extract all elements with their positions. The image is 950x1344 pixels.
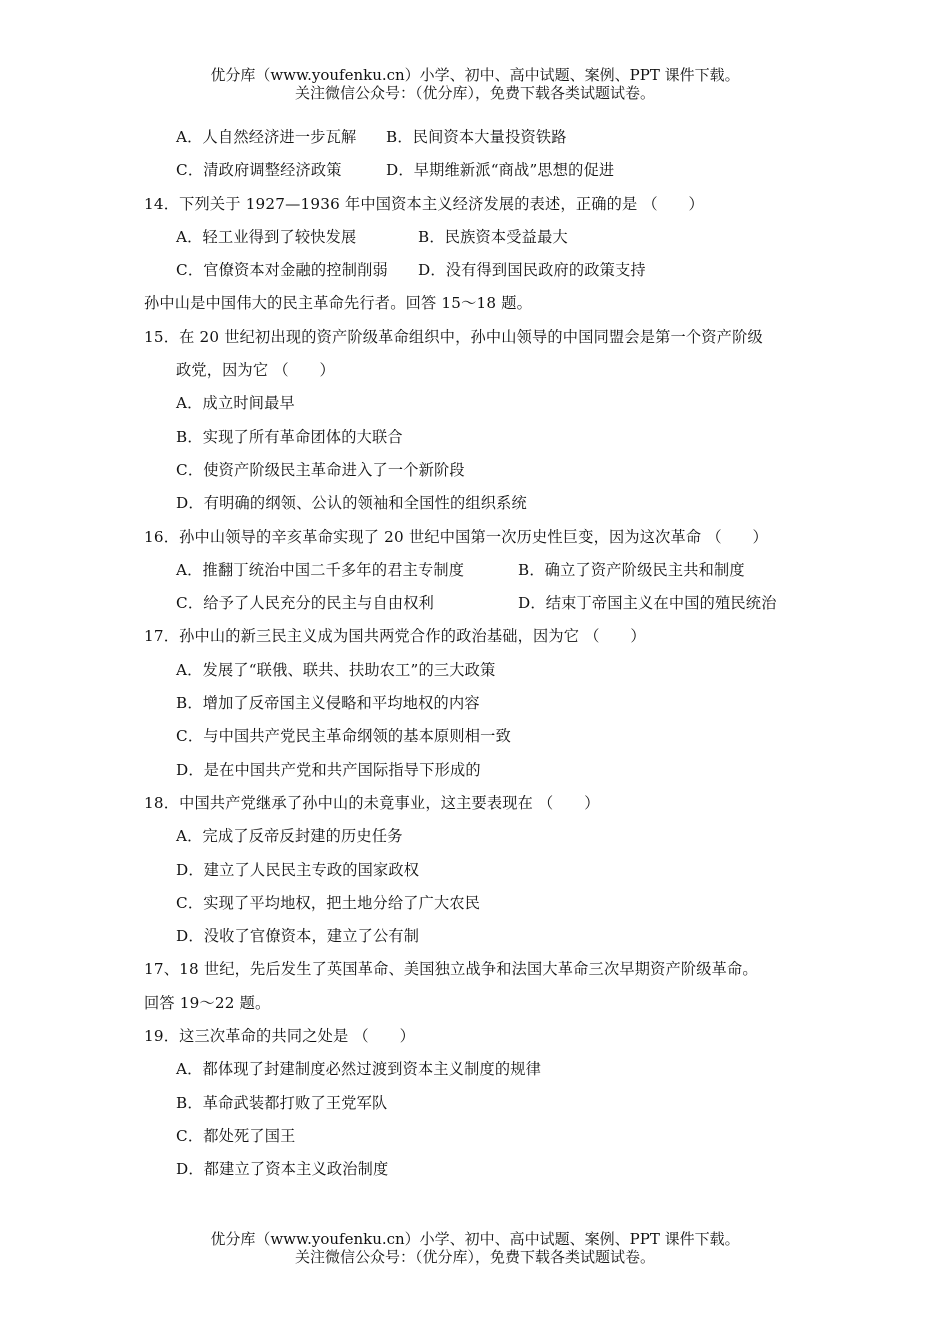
q17-option-d: D．是在中国共产党和共产国际指导下形成的	[176, 760, 481, 779]
q15-option-d: D．有明确的纲领、公认的领袖和全国性的组织系统	[176, 494, 527, 513]
q18-option-d: D．没收了官僚资本，建立了公有制	[176, 927, 420, 946]
q16-options-cd	[0, 590, 950, 623]
q14-option-b: B．民族资本受益最大	[418, 227, 568, 246]
q16-option-b: B．确立了资产阶级民主共和制度	[518, 560, 745, 579]
exam-content	[0, 124, 950, 1190]
q14-option-a: A．轻工业得到了较快发展	[176, 227, 357, 246]
section-intro-19-22-line-2: 回答 19～22 题。	[144, 993, 271, 1012]
q19-stem: 19．这三次革命的共同之处是 （ ）	[144, 1027, 415, 1046]
q15-option-c: C．使资产阶级民主革命进入了一个新阶段	[176, 460, 465, 479]
q18-option-c: C．实现了平均地权，把土地分给了广大农民	[176, 893, 481, 912]
q14-stem: 14．下列关于 1927—1936 年中国资本主义经济发展的表述，正确的是 （ ）	[144, 194, 704, 213]
q19-option-a: A．都体现了封建制度必然过渡到资本主义制度的规律	[176, 1060, 542, 1079]
page-header	[0, 66, 950, 102]
q17-option-c: C．与中国共产党民主革命纲领的基本原则相一致	[176, 727, 511, 746]
q17-option-b: B．增加了反帝国主义侵略和平均地权的内容	[176, 694, 480, 713]
q13-options-ab	[0, 124, 950, 157]
q15-option-a: A．成立时间最早	[176, 394, 295, 413]
q15-option-b: B．实现了所有革命团体的大联合	[176, 427, 403, 446]
q16-option-c: C．给予了人民充分的民主与自由权利	[176, 594, 435, 613]
q15-stem-continued: 政党，因为它 （ ）	[176, 361, 335, 380]
q14-option-d: D．没有得到国民政府的政策支持	[418, 261, 646, 280]
q13-option-d: D．早期维新派“商战”思想的促进	[386, 161, 615, 180]
q13-option-a: A．人自然经济进一步瓦解	[176, 128, 357, 146]
q16-option-a: A．推翻丁统治中国二千多年的君主专制度	[176, 560, 465, 579]
q18-stem: 18．中国共产党继承了孙中山的未竟事业，这主要表现在 （ ）	[144, 793, 600, 812]
q14-option-c: C．官僚资本对金融的控制削弱	[176, 261, 388, 280]
header-line-2: 关注微信公众号：（优分库），免费下载各类试题试卷。	[294, 84, 655, 102]
q17-option-a: A．发展了“联俄、联共、扶助农工”的三大政策	[176, 660, 496, 679]
q16-option-d: D．结束丁帝国主义在中国的殖民统治	[518, 594, 777, 613]
q14-options-ab	[0, 224, 950, 257]
section-intro-15-18: 孙中山是中国伟大的民主革命先行者。回答 15～18 题。	[144, 294, 533, 313]
q18-option-b: D．建立了人民民主专政的国家政权	[176, 860, 420, 879]
section-intro-19-22-line-1: 17、18 世纪，先后发生了英国革命、美国独立战争和法国大革命三次早期资产阶级革命。	[144, 960, 758, 979]
q13-option-b: B．民间资本大量投资铁路	[386, 128, 567, 146]
q19-option-d: D．都建立了资本主义政治制度	[176, 1160, 389, 1179]
q13-options-cd	[0, 157, 950, 190]
q15-stem: 15．在 20 世纪初出现的资产阶级革命组织中，孙中山领导的中国同盟会是第一个资产阶级	[144, 327, 763, 346]
q17-stem: 17．孙中山的新三民主义成为国共两党合作的政治基础，因为它 （ ）	[144, 627, 646, 646]
q13-option-c: C．清政府调整经济政策	[176, 161, 342, 180]
q16-options-ab	[0, 557, 950, 590]
footer-line-1: 优分库（www.youfenku.cn）小学、初中、高中试题、案例、PPT 课件下载。	[210, 1230, 740, 1248]
q14-options-cd	[0, 257, 950, 290]
q16-stem: 16．孙中山领导的辛亥革命实现了 20 世纪中国第一次历史性巨变，因为这次革命 （ ）	[144, 527, 768, 546]
q18-option-a: A．完成了反帝反封建的历史任务	[176, 827, 403, 846]
q19-option-b: B．革命武装都打败了王党军队	[176, 1093, 388, 1112]
header-line-1: 优分库（www.youfenku.cn）小学、初中、高中试题、案例、PPT 课件下载。	[210, 66, 740, 84]
page-footer	[0, 1230, 950, 1266]
footer-line-2: 关注微信公众号：（优分库），免费下载各类试题试卷。	[294, 1248, 655, 1266]
q19-option-c: C．都处死了国王	[176, 1126, 296, 1145]
